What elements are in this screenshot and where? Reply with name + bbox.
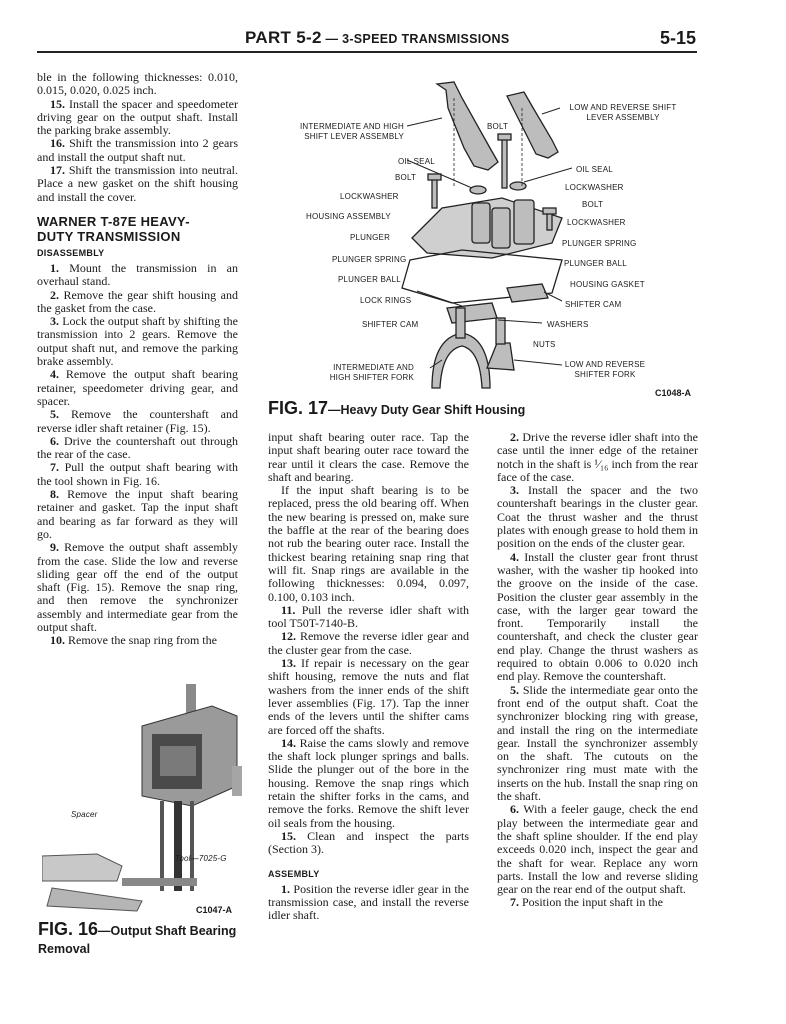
label-line: HIGH SHIFTER FORK	[329, 372, 414, 382]
numbered-step	[37, 435, 238, 462]
step-number: 16.	[50, 136, 65, 151]
numbered-step	[37, 368, 238, 408]
numbered-step	[37, 98, 238, 138]
step-number: 3.	[50, 314, 59, 329]
step-text: Position the reverse idler gear in the transmission case, and install the reverse idler shaft.	[268, 881, 470, 923]
header-rule	[37, 51, 697, 53]
int-high-lever	[437, 82, 498, 170]
label-line: INTERMEDIATE AND HIGH	[299, 122, 404, 131]
numbered-step	[268, 630, 469, 657]
subsection-heading: ASSEMBLY	[268, 868, 320, 879]
label-tool: Tool—7025-G	[175, 854, 227, 863]
step-text: Remove the gear shift housing and the gasket from the case.	[37, 287, 239, 315]
numbered-step	[37, 137, 238, 164]
numbered-step	[268, 657, 469, 737]
numbered-step	[497, 803, 698, 896]
step-number: 8.	[50, 487, 59, 502]
step-text: Remove the input shaft bearing retainer and gasket. Tap the input shaft and bearing as far forward as they will go.	[37, 487, 238, 541]
figure-code: C1048-A	[655, 388, 692, 398]
step-text: Clean and inspect the parts (Section 3).	[268, 828, 469, 857]
numbered-step	[497, 684, 698, 804]
step-number: 4.	[510, 549, 519, 564]
step-number: 4.	[50, 367, 59, 382]
numbered-step	[37, 164, 238, 204]
step-text: Slide the intermediate gear onto the front end of the output shaft. Coat the synchronizer blocking ring with grease, and install the ring on the intermediate gear. Install the synchronizer assembly on the shaft. The cutouts on the synchronizer ring must mate with the inserts on the hub. Install the snap ring on the shaft.	[497, 682, 698, 804]
step-text: Shift the transmission into 2 gears and install the output shaft nut.	[37, 136, 239, 164]
label-lockwasher-right-2: LOCKWASHER	[567, 218, 626, 227]
label-line: LOW AND REVERSE SHIFT	[569, 103, 677, 112]
step-number: 14.	[281, 735, 296, 750]
numbered-step	[497, 431, 698, 484]
paragraph: ble in the following thicknesses: 0.010, 0.015, 0.020, 0.025 inch.	[37, 70, 238, 98]
running-header	[245, 28, 510, 48]
step-text: Pull the reverse idler shaft with tool T50T-7140-B.	[268, 602, 470, 631]
step-number: 12.	[281, 629, 296, 644]
low-rev-lever	[507, 92, 558, 158]
step-number: 1.	[281, 881, 290, 896]
step-number: 10.	[50, 633, 65, 648]
label-plunger-spring-right: PLUNGER SPRING	[562, 239, 637, 248]
step-number: 9.	[50, 540, 59, 555]
label-oil-seal-right: OIL SEAL	[576, 165, 613, 174]
figure-caption	[38, 920, 238, 958]
numbered-step	[37, 289, 238, 316]
label-shifter-cam-right: SHIFTER CAM	[565, 300, 622, 309]
step-number: 13.	[281, 656, 296, 671]
step-text: Remove the snap ring from the	[68, 633, 217, 648]
caption-text: —Output Shaft Bearing Removal	[38, 924, 237, 956]
label-plunger: PLUNGER	[350, 233, 391, 242]
header-dash: —	[321, 32, 343, 46]
output-shaft-bearing-removal-photo	[42, 684, 242, 916]
numbered-step	[268, 883, 469, 923]
label-line: SHIFT LEVER ASSEMBLY	[304, 131, 404, 141]
step-number: 17.	[50, 163, 65, 178]
left-column	[37, 71, 238, 648]
label-bolt-right: BOLT	[582, 200, 604, 209]
label-plunger-ball-left: PLUNGER BALL	[338, 275, 401, 284]
label-lockwasher-right-1: LOCKWASHER	[565, 183, 624, 192]
step-text: Raise the cams slowly and remove the shaft lock plunger springs and balls. Slide the plunger out of the bore in the housing. Remove the snap rings which retain the shifter forks in the cams, and remove the forks. Remove the shift lever oil seals from the housing.	[268, 735, 469, 830]
middle-column	[268, 431, 469, 922]
label-shifter-cam-left: SHIFTER CAM	[362, 320, 419, 329]
step-number: 15.	[281, 828, 296, 843]
step-number: 2.	[510, 430, 519, 444]
numbered-step	[37, 634, 238, 647]
section-title: 3-SPEED TRANSMISSIONS	[342, 32, 510, 46]
label-washers: WASHERS	[547, 320, 589, 329]
step-text: Drive the countershaft out through the rear of the case.	[37, 433, 238, 462]
figure-code: C1047-A	[196, 905, 233, 915]
label-oil-seal-left: OIL SEAL	[398, 157, 435, 166]
step-text: With a feeler gauge, check the end play between the intermediate gear and the shaft spline shoulder. If the end play exceeds 0.020 inch, inspect the gear and the shaft for wear. Replace any worn parts. Install the low and reverse sliding gear on the rear end of the output shaft.	[497, 802, 698, 897]
page-number: 5-15	[660, 28, 697, 48]
label-housing-gasket: HOUSING GASKET	[570, 280, 645, 289]
numbered-step	[37, 315, 238, 368]
step-number: 5.	[50, 407, 59, 422]
label-line: LEVER ASSEMBLY	[586, 112, 660, 122]
numbered-step	[37, 541, 238, 634]
step-number: 7.	[50, 460, 59, 475]
figure-caption	[268, 398, 525, 419]
label-line: INTERMEDIATE AND	[333, 363, 414, 372]
numbered-step	[497, 551, 698, 684]
step-number: 11.	[281, 602, 296, 617]
numbered-step	[268, 830, 469, 857]
subsection-heading: DISASSEMBLY	[37, 247, 105, 258]
caption-number: FIG. 16	[38, 919, 99, 939]
caption-number: FIG. 17	[268, 398, 329, 418]
label-plunger-ball-right: PLUNGER BALL	[564, 259, 627, 268]
label-line: SHIFTER FORK	[574, 369, 636, 379]
label-plunger-spring-left: PLUNGER SPRING	[332, 255, 407, 264]
section-heading: WARNER T-87E HEAVY-DUTY TRANSMISSION	[37, 213, 190, 244]
step-text: Position the input shaft in the	[522, 895, 663, 910]
step-text: If repair is necessary on the gear shift housing, remove the nuts and flat washers from the inner ends of the shift lever assemblies (Fig. 17). Tap the inner ends of the levers until the shifter cams are forced off the shafts.	[268, 656, 469, 737]
step-number: 5.	[510, 682, 519, 697]
step-number: 6.	[50, 433, 59, 448]
numbered-step	[268, 737, 469, 830]
gear-shift-housing-illustration	[262, 78, 702, 398]
numbered-step	[37, 262, 238, 289]
step-number: 7.	[510, 895, 519, 910]
label-line: LOW AND REVERSE	[564, 360, 646, 369]
step-number: 1.	[50, 260, 59, 275]
step-text: Install the spacer and speedometer driving gear on the output shaft. Install the parking brake assembly.	[37, 96, 239, 138]
numbered-step	[497, 896, 698, 909]
part-label: PART 5-2	[245, 28, 322, 47]
step-text: Install the cluster gear front thrust washer, with the washer tip hooked into the groove on the inside of the case. Position the cluster gear assembly in the case, with the larger gear toward the front. Temporarily install the countershaft, and check the cluster gear end play. Change the thrust washers as required to obtain 0.006 to 0.020 inch end play. Remove the countershaft.	[497, 549, 699, 684]
step-text: Shift the transmission into neutral. Place a new gasket on the shift housing and install the cover.	[37, 163, 239, 204]
step-text: Drive the reverse idler shaft into the case until the inner edge of the retainer notch in the shaft is ¹⁄₁₆ inch from the rear face of the case.	[497, 430, 698, 484]
step-text: Remove the countershaft and reverse idler shaft retainer (Fig. 15).	[37, 407, 238, 435]
step-number: 3.	[510, 483, 519, 498]
label-bolt-left: BOLT	[395, 173, 417, 182]
right-column	[497, 431, 698, 910]
paragraph: input shaft bearing outer race. Tap the input shaft bearing outer race toward the rear until it clears the case. Remove the shaft and bearing.	[268, 430, 469, 484]
label-lockwasher-left: LOCKWASHER	[340, 192, 399, 201]
numbered-step	[37, 408, 238, 435]
paragraph: If the input shaft bearing is to be replaced, press the old bearing off. When the new bearing is pressed on, make sure the baffle at the rear of the bearing does not rub the bearing outer race. Install the thickest bearing retaining snap ring that will fit. Snap rings are available in the following thicknesses: 0.094, 0.097, 0.100, 0.103 inch.	[268, 483, 469, 604]
caption-text: —Heavy Duty Gear Shift Housing	[328, 403, 526, 417]
step-text: Install the spacer and the two countershaft bearings in the cluster gear. Coat the thrust washer and the thrust plates with enough grease to hold them in position on the ends of the cluster gear.	[497, 483, 698, 551]
step-number: 6.	[510, 802, 519, 817]
label-bolt-top: BOLT	[487, 122, 509, 131]
step-number: 2.	[50, 287, 59, 302]
label-housing-assembly: HOUSING ASSEMBLY	[306, 212, 391, 221]
step-text: Remove the output shaft bearing retainer, speedometer driving gear, and spacer.	[37, 367, 238, 408]
label-spacer: Spacer	[71, 810, 98, 819]
step-text: Lock the output shaft by shifting the transmission into 2 gears. Remove the output shaft nut, and remove the parking brake assembly.	[37, 314, 239, 369]
numbered-step	[268, 604, 469, 631]
numbered-step	[37, 461, 238, 488]
step-text: Remove the reverse idler gear and the cluster gear from the case.	[268, 629, 470, 657]
label-nuts: NUTS	[533, 340, 556, 349]
step-text: Mount the transmission in an overhaul stand.	[37, 260, 238, 289]
step-text: Pull the output shaft bearing with the tool shown in Fig. 16.	[37, 460, 239, 488]
numbered-step	[37, 488, 238, 541]
label-lock-rings: LOCK RINGS	[360, 296, 412, 305]
numbered-step	[497, 484, 698, 550]
step-number: 15.	[50, 96, 65, 111]
step-text: Remove the output shaft assembly from the case. Slide the low and reverse sliding gear off the end of the output shaft (Fig. 15). Remove the snap ring, and then remove the synchronizer assembly and intermediate gear from the output shaft.	[37, 540, 238, 634]
